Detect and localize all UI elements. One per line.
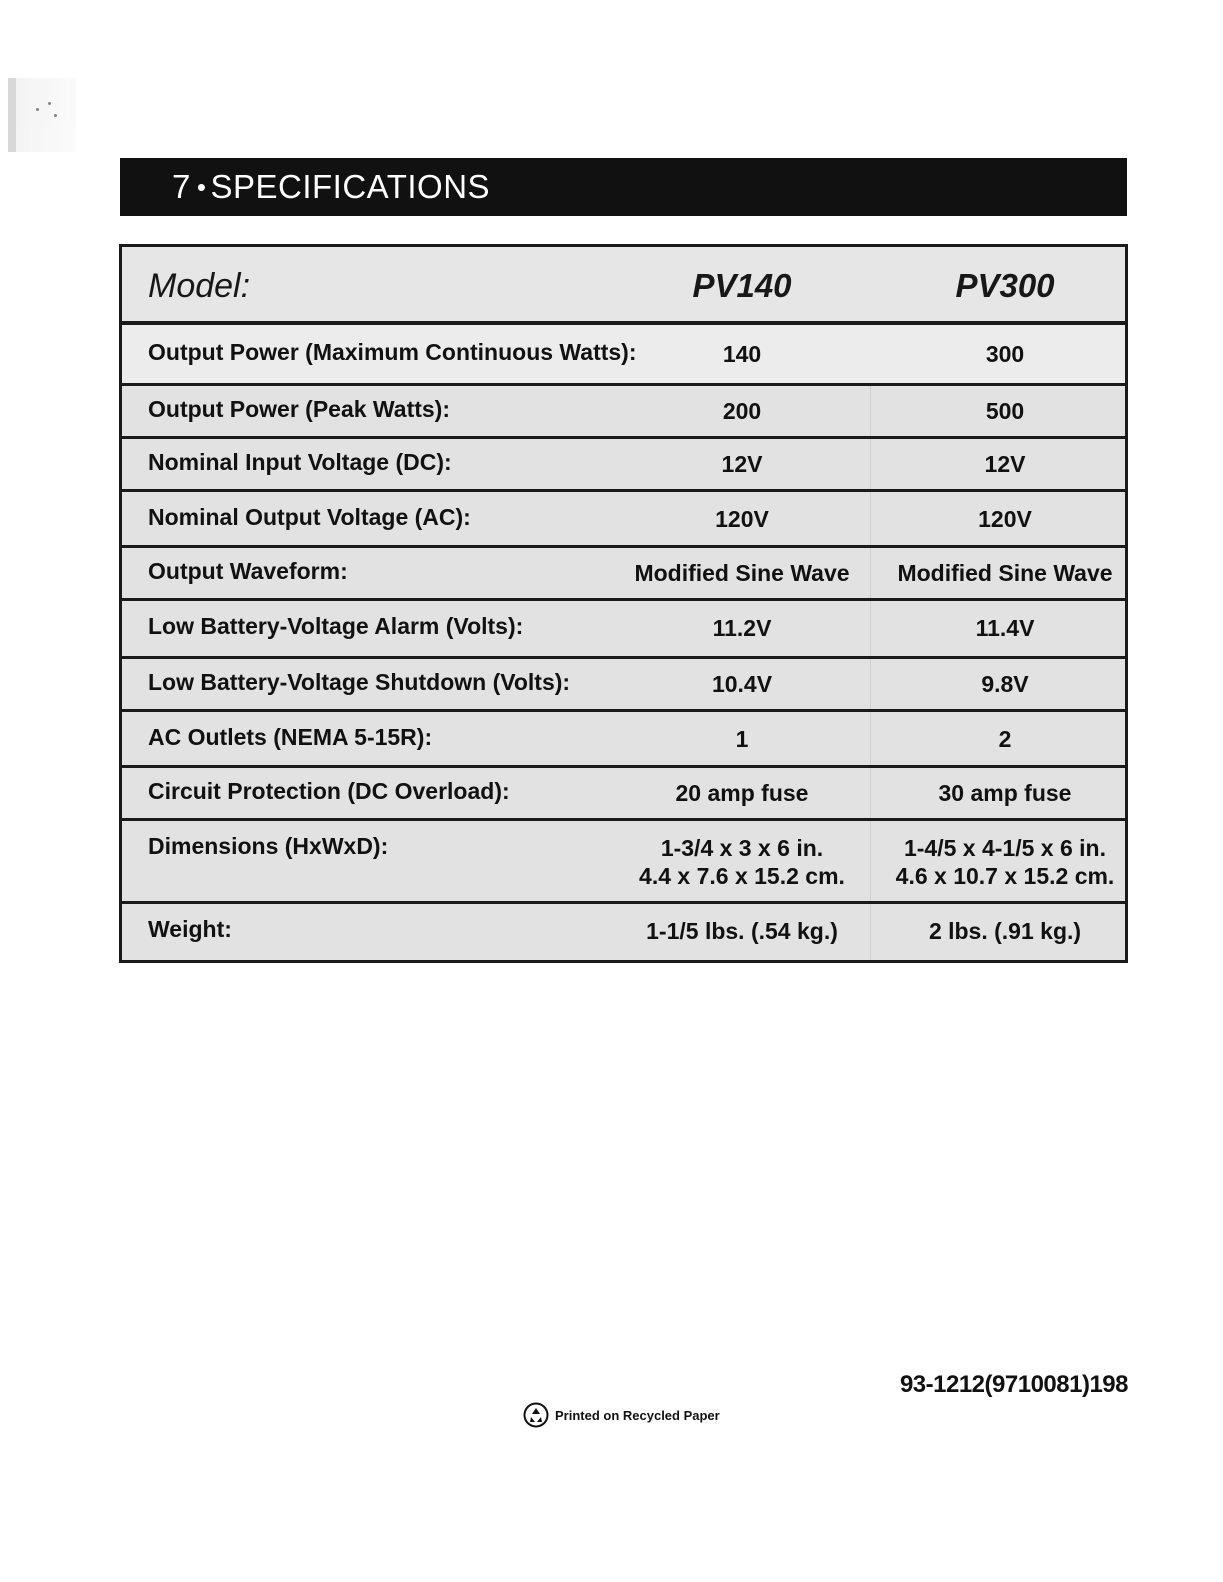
spec-label: Dimensions (HxWxD):	[148, 833, 389, 859]
table-row	[122, 386, 1125, 436]
spec-label: Output Waveform:	[148, 558, 348, 584]
spec-value-pv140: Modified Sine Wave	[634, 560, 850, 586]
table-row	[122, 821, 1125, 901]
spec-label: Low Battery-Voltage Alarm (Volts):	[148, 613, 524, 639]
spec-value-pv300: 11.4V	[975, 615, 1035, 641]
spec-value-pv140: 1-1/5 lbs. (.54 kg.)	[646, 918, 838, 944]
spec-value-pv140: 10.4V	[711, 671, 773, 697]
model-label: Model:	[148, 267, 251, 305]
spec-label: Low Battery-Voltage Shutdown (Volts):	[148, 669, 571, 695]
spec-value-pv140: 11.2V	[712, 615, 772, 641]
spec-value-pv300: 12V	[984, 451, 1026, 477]
spec-label: AC Outlets (NEMA 5-15R):	[148, 724, 433, 750]
spec-value-pv300: 500	[985, 398, 1025, 424]
spec-value-pv300: 30 amp fuse	[938, 780, 1072, 806]
table-row	[122, 439, 1125, 489]
recycled-text: Printed on Recycled Paper	[555, 1407, 720, 1423]
scan-artifact	[8, 78, 76, 152]
spec-value-pv140: 20 amp fuse	[675, 780, 809, 806]
table-row	[122, 659, 1125, 709]
model-pv300: PV300	[955, 267, 1055, 304]
spec-value-pv300-metric: 4.6 x 10.7 x 15.2 cm.	[895, 863, 1115, 889]
table-row	[122, 325, 1125, 383]
spec-label: Nominal Output Voltage (AC):	[148, 504, 471, 530]
spec-value-pv140-metric: 4.4 x 7.6 x 15.2 cm.	[639, 863, 845, 889]
spec-value-pv140: 140	[722, 341, 762, 367]
table-row	[122, 712, 1125, 765]
spec-value-pv140: 120V	[715, 506, 769, 532]
section-bullet: •	[196, 172, 207, 202]
recycled-notice	[523, 1402, 720, 1428]
table-row	[122, 548, 1125, 598]
model-pv140: PV140	[692, 267, 792, 304]
table-row	[122, 904, 1125, 960]
spec-value-pv140: 200	[722, 398, 762, 424]
document-code: 93-1212(9710081)198	[899, 1371, 1128, 1398]
section-number: 7	[172, 168, 191, 205]
spec-label: Output Power (Peak Watts):	[148, 396, 450, 422]
spec-value-pv300: 2 lbs. (.91 kg.)	[928, 918, 1082, 944]
spec-value-pv140: 1-3/4 x 3 x 6 in.	[660, 835, 824, 861]
spec-label: Weight:	[148, 916, 232, 942]
recycle-icon	[523, 1402, 549, 1428]
section-header	[120, 158, 1127, 216]
spec-value-pv140: 12V	[721, 451, 763, 477]
spec-value-pv300: 300	[985, 341, 1025, 367]
spec-value-pv300: 1-4/5 x 4-1/5 x 6 in.	[903, 835, 1106, 861]
spec-value-pv300: 2	[998, 726, 1012, 752]
section-title: SPECIFICATIONS	[210, 168, 491, 205]
table-row	[122, 601, 1125, 656]
spec-value-pv300: 9.8V	[981, 671, 1029, 697]
spec-value-pv140: 1	[735, 726, 749, 752]
table-row	[122, 768, 1125, 818]
spec-label: Circuit Protection (DC Overload):	[148, 778, 510, 804]
spec-value-pv300: 120V	[978, 506, 1032, 532]
table-row	[122, 492, 1125, 545]
specifications-table	[119, 244, 1128, 963]
spec-value-pv300: Modified Sine Wave	[897, 560, 1113, 586]
spec-label: Nominal Input Voltage (DC):	[148, 449, 452, 475]
spec-label: Output Power (Maximum Continuous Watts):	[148, 339, 637, 365]
table-header-row	[122, 247, 1125, 321]
